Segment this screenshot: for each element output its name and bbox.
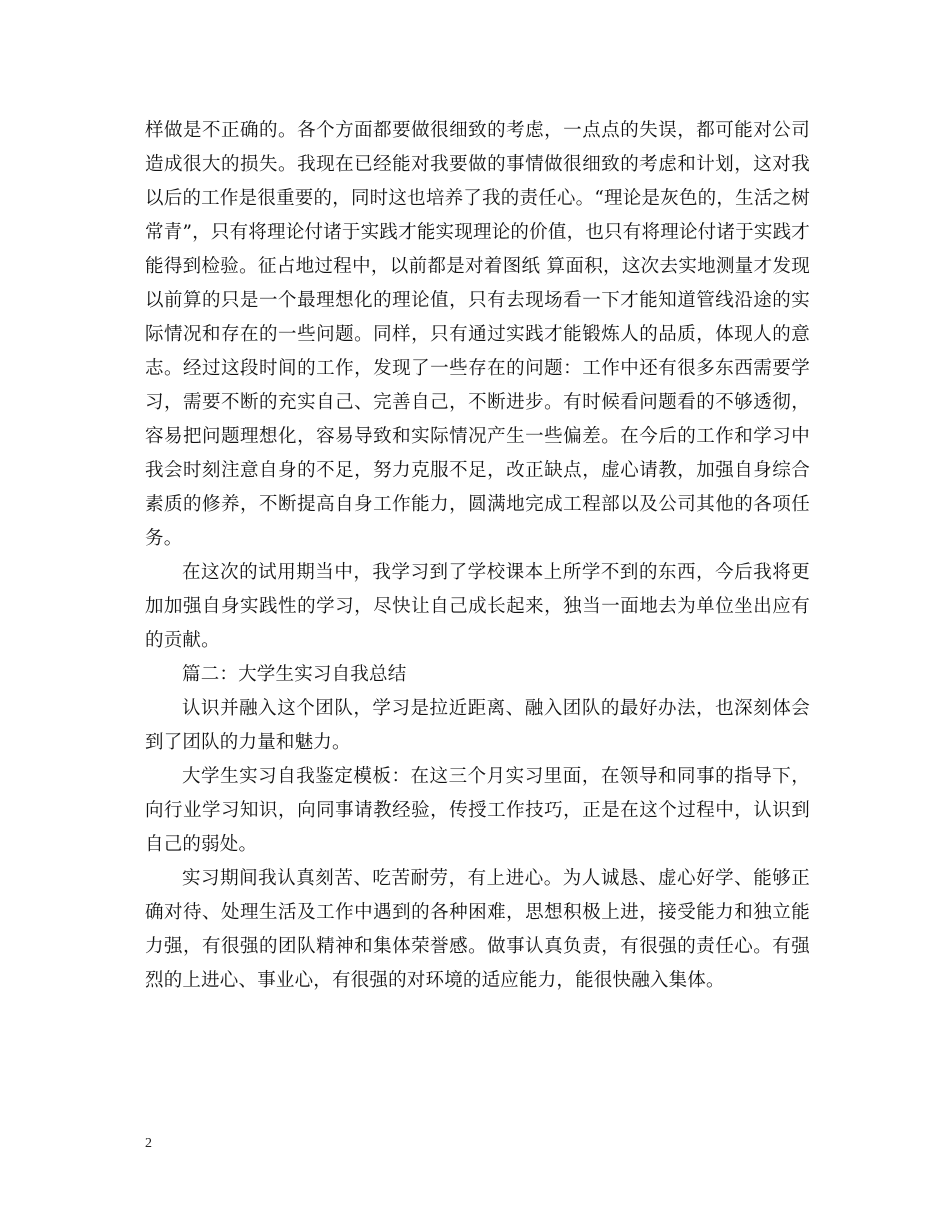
paragraph-4: 大学生实习自我鉴定模板：在这三个月实习里面，在领导和同事的指导下，向行业学习知识，向同事请教经验，传授工作技巧，正是在这个过程中，认识到自己的弱处。 [145,766,810,855]
page-number: 2 [145,1136,152,1151]
paragraph-2: 在这次的试用期当中，我学习到了学校课本上所学不到的东西，今后我将更加加强自身实践性的学习，尽快让自己成长起来，独当一面地去为单位坐出应有的贡献。 [145,562,810,651]
paragraph-5: 实习期间我认真刻苦、吃苦耐劳，有上进心。为人诚恳、虚心好学、能够正确对待、处理生活及工作中遇到的各种困难，思想积极上进，接受能力和独立能力强，有很强的团队精神和集体荣誉感。做事认真负责，有很强的责任心。有强烈的上进心、事业心，有很强的对环境的适应能力，能很快融入集体。 [145,868,810,991]
section-heading: 篇二：大学生实习自我总结 [182,664,407,685]
document-body [145,114,810,998]
paragraph-3: 认识并融入这个团队，学习是拉近距离、融入团队的最好办法，也深刻体会到了团队的力量和魅力。 [145,698,810,753]
paragraph-1: 样做是不正确的。各个方面都要做很细致的考虑，一点点的失误，都可能对公司造成很大的损失。我现在已经能对我要做的事情做很细致的考虑和计划，这对我以后的工作是很重要的，同时这也培养了我的责任心。“理论是灰色的，生活之树常青”，只有将理论付诸于实践才能实现理论的价值，也只有将理论付诸于实践才能得到检验。征占地过程中，以前都是对着图纸 算面积，这次去实地测量才发现以前算的只是一个最理想化的理论值，只有去现场看一下才能知道管线沿途的实际情况和存在的一些问题。同样，只有通过实践才能锻炼人的品质，体现人的意志。经过这段时间的工作，发现了一些存在的问题：工作中还有很多东西需要学习，需要不断的充实自己、完善自己，不断进步。有时候看问题看的不够透彻，容易把问题理想化，容易导致和实际情况产生一些偏差。在今后的工作和学习中我会时刻注意自身的不足，努力克服不足，改正缺点，虚心请教，加强自身综合素质的修养，不断提高自身工作能力，圆满地完成工程部以及公司其他的各项任务。 [145,120,810,549]
